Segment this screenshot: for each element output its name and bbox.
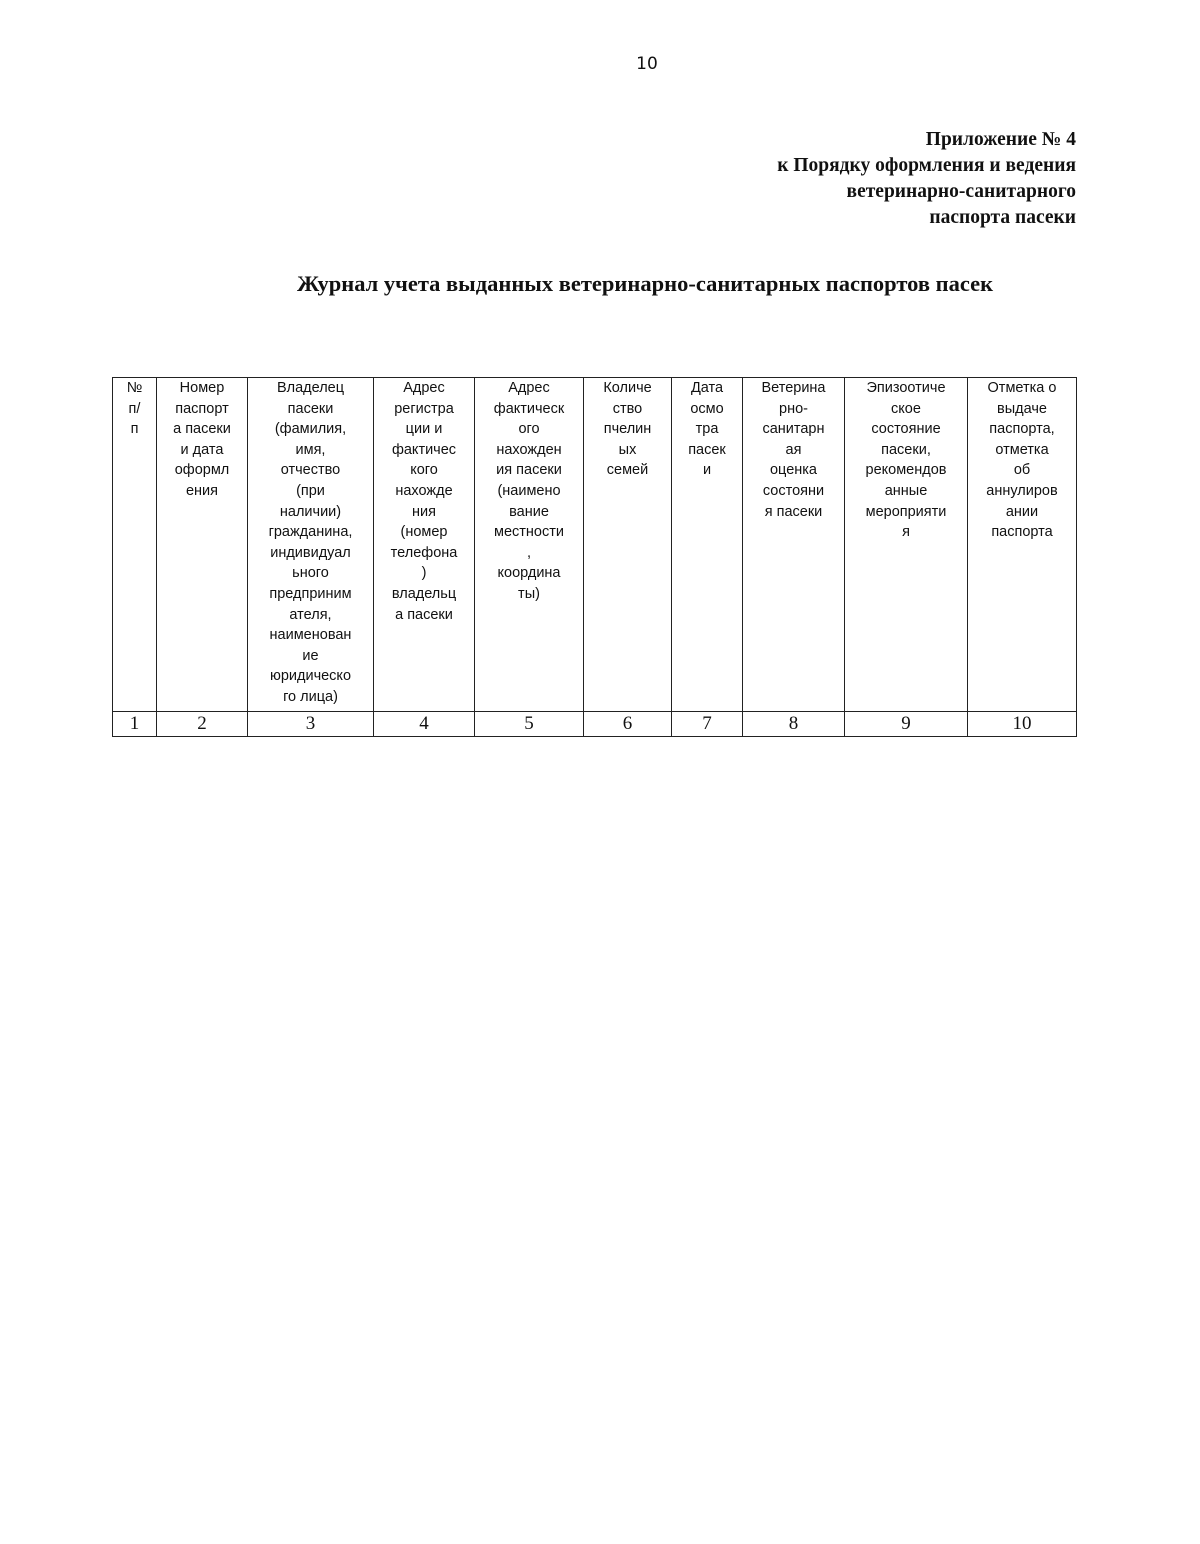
document-title: Журнал учета выданных ветеринарно-санитарных паспортов пасек	[296, 271, 994, 296]
column-header-line: индивидуал	[270, 544, 351, 561]
appendix-line: к Порядку оформления и ведения	[777, 155, 1076, 176]
column-header-line: п	[130, 421, 139, 438]
column-header-line: )	[421, 565, 427, 582]
column-header-line: санитарн	[762, 421, 825, 438]
column-header-line: об	[1013, 462, 1031, 479]
column-header-line: Адрес	[508, 380, 550, 396]
column-number: 9	[845, 712, 968, 737]
column-header-line: предприним	[269, 585, 352, 602]
column-header-line: состояние	[871, 421, 941, 438]
column-header-line: ании	[1005, 503, 1039, 520]
column-header-line: паспорт	[175, 400, 229, 417]
column-header-line: (при	[296, 482, 325, 499]
column-number: 6	[584, 712, 672, 737]
column-header-line: пасеки	[287, 400, 334, 417]
column-number-row	[113, 712, 1077, 737]
column-number: 8	[743, 712, 845, 737]
column-header-line: паспорта,	[989, 421, 1055, 438]
column-header-line: состояни	[762, 482, 825, 499]
column-header-line: я	[902, 524, 910, 541]
column-header-line: нахожде	[395, 482, 453, 499]
column-header-line: пасек	[688, 441, 726, 458]
column-header-line: ты)	[518, 585, 540, 602]
column-header-line: и дата	[180, 441, 224, 458]
column-header-line: координа	[497, 565, 561, 582]
column-header	[374, 378, 475, 712]
header-row	[113, 378, 1077, 712]
column-header	[157, 378, 248, 712]
column-header-line: ьного	[292, 565, 329, 582]
column-header-line: ство	[612, 400, 643, 417]
column-header	[248, 378, 374, 712]
column-header-line: (наимено	[497, 482, 561, 499]
column-header-line: наименован	[269, 627, 352, 644]
appendix-line: паспорта пасеки	[929, 207, 1076, 228]
column-header-line: нахожден	[496, 441, 562, 458]
column-header-line: регистра	[394, 400, 454, 417]
column-header-line: аннулиров	[986, 482, 1058, 499]
column-header-line: ателя,	[289, 606, 332, 623]
appendix-line: Приложение № 4	[925, 129, 1076, 150]
column-header-line: паспорта	[991, 524, 1053, 541]
column-header	[475, 378, 584, 712]
column-header-line: выдаче	[997, 400, 1047, 417]
column-header-line: имя,	[295, 441, 326, 458]
column-header-line: пчелин	[603, 421, 652, 438]
column-header-line: юридическо	[269, 668, 352, 685]
column-header-line: отчество	[280, 462, 341, 479]
column-header-line: отметка	[995, 441, 1049, 458]
column-header-line: ых	[618, 441, 637, 458]
column-header-line: (номер	[400, 524, 448, 541]
column-header-line: го лица)	[283, 688, 338, 705]
column-header-line: анные	[884, 482, 928, 499]
column-header-line: я пасеки	[764, 503, 823, 520]
column-header	[584, 378, 672, 712]
column-header-line: владельц	[391, 585, 457, 602]
column-header-line: рно-	[779, 400, 808, 417]
column-number: 10	[968, 712, 1077, 737]
column-header-line: фактичес	[391, 441, 457, 458]
column-header-line: семей	[606, 462, 649, 479]
column-header-line: п/	[128, 400, 141, 417]
column-header-line: а пасеки	[173, 421, 231, 438]
column-header-line: Номер	[179, 380, 225, 396]
column-header-line: ого	[518, 421, 540, 438]
column-header-line: ая	[785, 441, 802, 458]
column-header-line: ское	[891, 400, 921, 417]
column-number: 5	[475, 712, 584, 737]
column-header-line: телефона	[390, 544, 458, 561]
column-header-line: осмо	[690, 400, 724, 417]
column-header-line: Эпизоотиче	[866, 380, 946, 396]
column-header-line: тра	[695, 421, 719, 438]
column-header-line: Ветерина	[761, 380, 826, 396]
column-number: 7	[672, 712, 743, 737]
column-header-line: а пасеки	[395, 606, 453, 623]
column-header-line: №	[126, 380, 143, 396]
column-number: 2	[157, 712, 248, 737]
column-header-line: Владелец	[276, 380, 345, 396]
column-header-line: фактическ	[493, 400, 565, 417]
column-header-line: ения	[185, 482, 219, 499]
column-header	[672, 378, 743, 712]
column-header-line: Адрес	[403, 380, 445, 396]
column-header-line: ния	[412, 503, 436, 520]
column-header-line: кого	[410, 462, 438, 479]
appendix-line: ветеринарно-санитарного	[846, 181, 1076, 202]
column-header-line: местности	[494, 524, 564, 541]
column-header-line: Количе	[603, 380, 652, 396]
column-header-line: гражданина,	[268, 524, 353, 541]
column-number: 1	[113, 712, 157, 737]
column-header-line: ции и	[405, 421, 443, 438]
column-header-line: рекомендов	[865, 462, 947, 479]
column-header-line: Дата	[690, 380, 724, 396]
column-header	[845, 378, 968, 712]
column-header-line: вание	[509, 503, 549, 520]
page-number: 10	[636, 54, 658, 74]
column-header	[113, 378, 157, 712]
column-header-line: (фамилия,	[274, 421, 347, 438]
column-header-line: ия пасеки	[496, 462, 562, 479]
column-number: 4	[374, 712, 475, 737]
column-header-line: оформл	[174, 462, 230, 479]
column-header-line: и	[702, 462, 712, 479]
column-header-line: оценка	[769, 462, 817, 479]
column-header-line: ,	[526, 544, 532, 561]
column-number: 3	[248, 712, 374, 737]
column-header-line: пасеки,	[881, 441, 931, 458]
column-header-line: мероприяти	[865, 503, 947, 520]
column-header-line: наличии)	[279, 503, 342, 520]
column-header	[968, 378, 1077, 712]
appendix-reference	[556, 127, 1076, 231]
journal-table	[112, 377, 1077, 737]
column-header-line: ие	[302, 647, 319, 664]
column-header-line: Отметка о	[987, 380, 1057, 396]
column-header	[743, 378, 845, 712]
